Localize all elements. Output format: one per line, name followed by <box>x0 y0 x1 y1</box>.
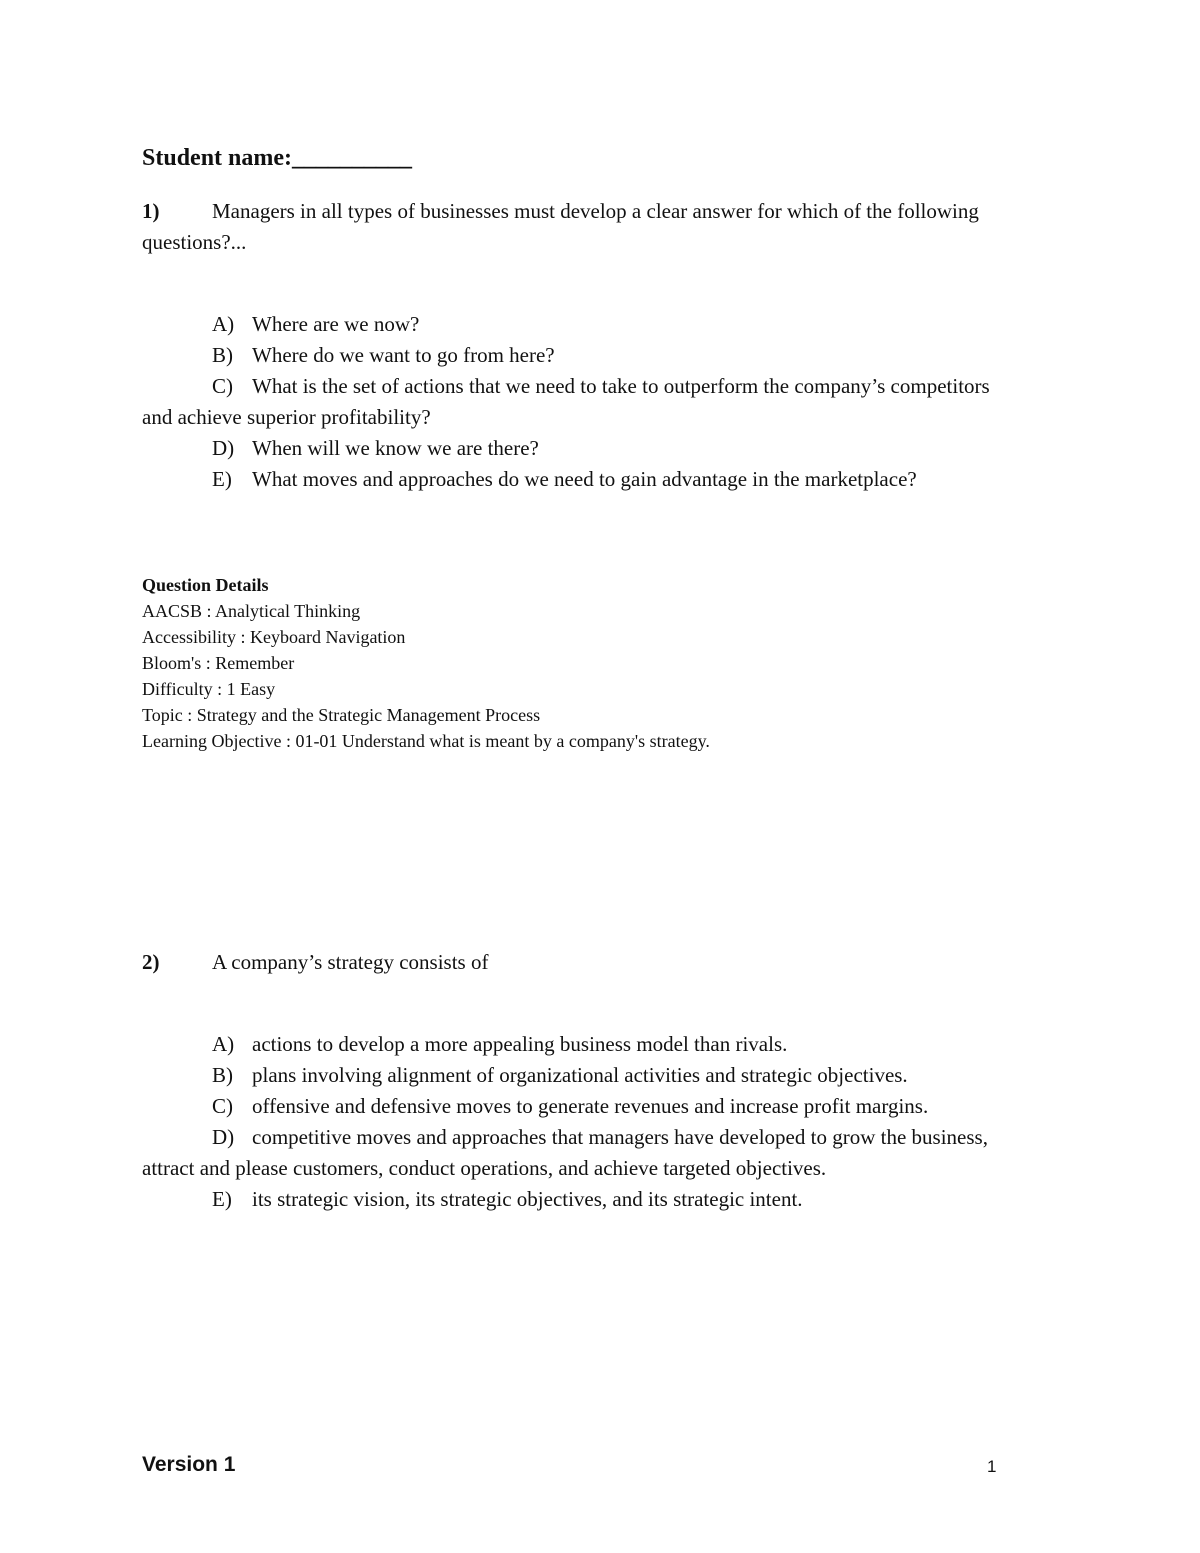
question-2-number: 2) <box>142 950 160 974</box>
question-details <box>142 572 710 754</box>
choice-letter: A) <box>212 312 235 336</box>
question-1 <box>142 196 1022 258</box>
question-1-stem <box>142 196 1022 258</box>
footer-version: Version 1 <box>142 1453 236 1476</box>
question-details-heading: Question Details <box>142 575 269 595</box>
choice-text: actions to develop a more appealing business model than rivals. <box>252 1032 788 1056</box>
choice-1c <box>142 371 1022 433</box>
choice-letter: E) <box>212 1187 232 1211</box>
choice-text: What is the set of actions that we need to take to outperform the company’s competitors and achieve superior profitability? <box>142 374 990 429</box>
question-2-choices <box>142 1029 1022 1215</box>
choice-text: its strategic vision, its strategic objectives, and its strategic intent. <box>252 1187 803 1211</box>
choice-text: offensive and defensive moves to generate revenues and increase profit margins. <box>252 1094 929 1118</box>
choice-1e <box>142 464 1022 495</box>
choice-text: Where are we now? <box>252 312 420 336</box>
choice-2a <box>142 1029 1022 1060</box>
choice-letter: A) <box>212 1032 235 1056</box>
choice-text: What moves and approaches do we need to gain advantage in the marketplace? <box>252 467 917 491</box>
detail-topic: Topic : Strategy and the Strategic Management Process <box>142 705 541 725</box>
choice-2e <box>142 1184 1022 1215</box>
choice-letter: B) <box>212 1063 233 1087</box>
choice-2b <box>142 1060 1022 1091</box>
choice-text: plans involving alignment of organizational activities and strategic objectives. <box>252 1063 908 1087</box>
choice-1d <box>142 433 1022 464</box>
choice-letter: C) <box>212 1094 233 1118</box>
choice-letter: C) <box>212 374 233 398</box>
question-1-choices <box>142 309 1022 495</box>
student-name-label: Student name:__________ <box>142 145 413 171</box>
choice-text: When will we know we are there? <box>252 436 539 460</box>
question-1-text: Managers in all types of businesses must develop a clear answer for which of the following questions?... <box>142 199 979 254</box>
choice-letter: B) <box>212 343 233 367</box>
question-2-stem <box>142 947 1022 978</box>
page-number: 1 <box>987 1457 997 1476</box>
question-2-text: A company’s strategy consists of <box>212 950 489 974</box>
detail-difficulty: Difficulty : 1 Easy <box>142 679 276 699</box>
choice-letter: D) <box>212 436 235 460</box>
choice-1a <box>142 309 1022 340</box>
choice-letter: E) <box>212 467 232 491</box>
detail-aacsb: AACSB : Analytical Thinking <box>142 601 361 621</box>
choice-2c <box>142 1091 1022 1122</box>
detail-learning-objective: Learning Objective : 01-01 Understand what is meant by a company's strategy. <box>142 731 710 751</box>
choice-1b <box>142 340 1022 371</box>
choice-text: Where do we want to go from here? <box>252 343 555 367</box>
choice-letter: D) <box>212 1125 235 1149</box>
detail-blooms: Bloom's : Remember <box>142 653 295 673</box>
choice-text: competitive moves and approaches that managers have developed to grow the business, attract and please customers, conduct operations, and achieve targeted objectives. <box>142 1125 988 1180</box>
choice-2d <box>142 1122 1022 1184</box>
detail-accessibility: Accessibility : Keyboard Navigation <box>142 627 406 647</box>
question-2 <box>142 947 1022 978</box>
question-1-number: 1) <box>142 199 160 223</box>
